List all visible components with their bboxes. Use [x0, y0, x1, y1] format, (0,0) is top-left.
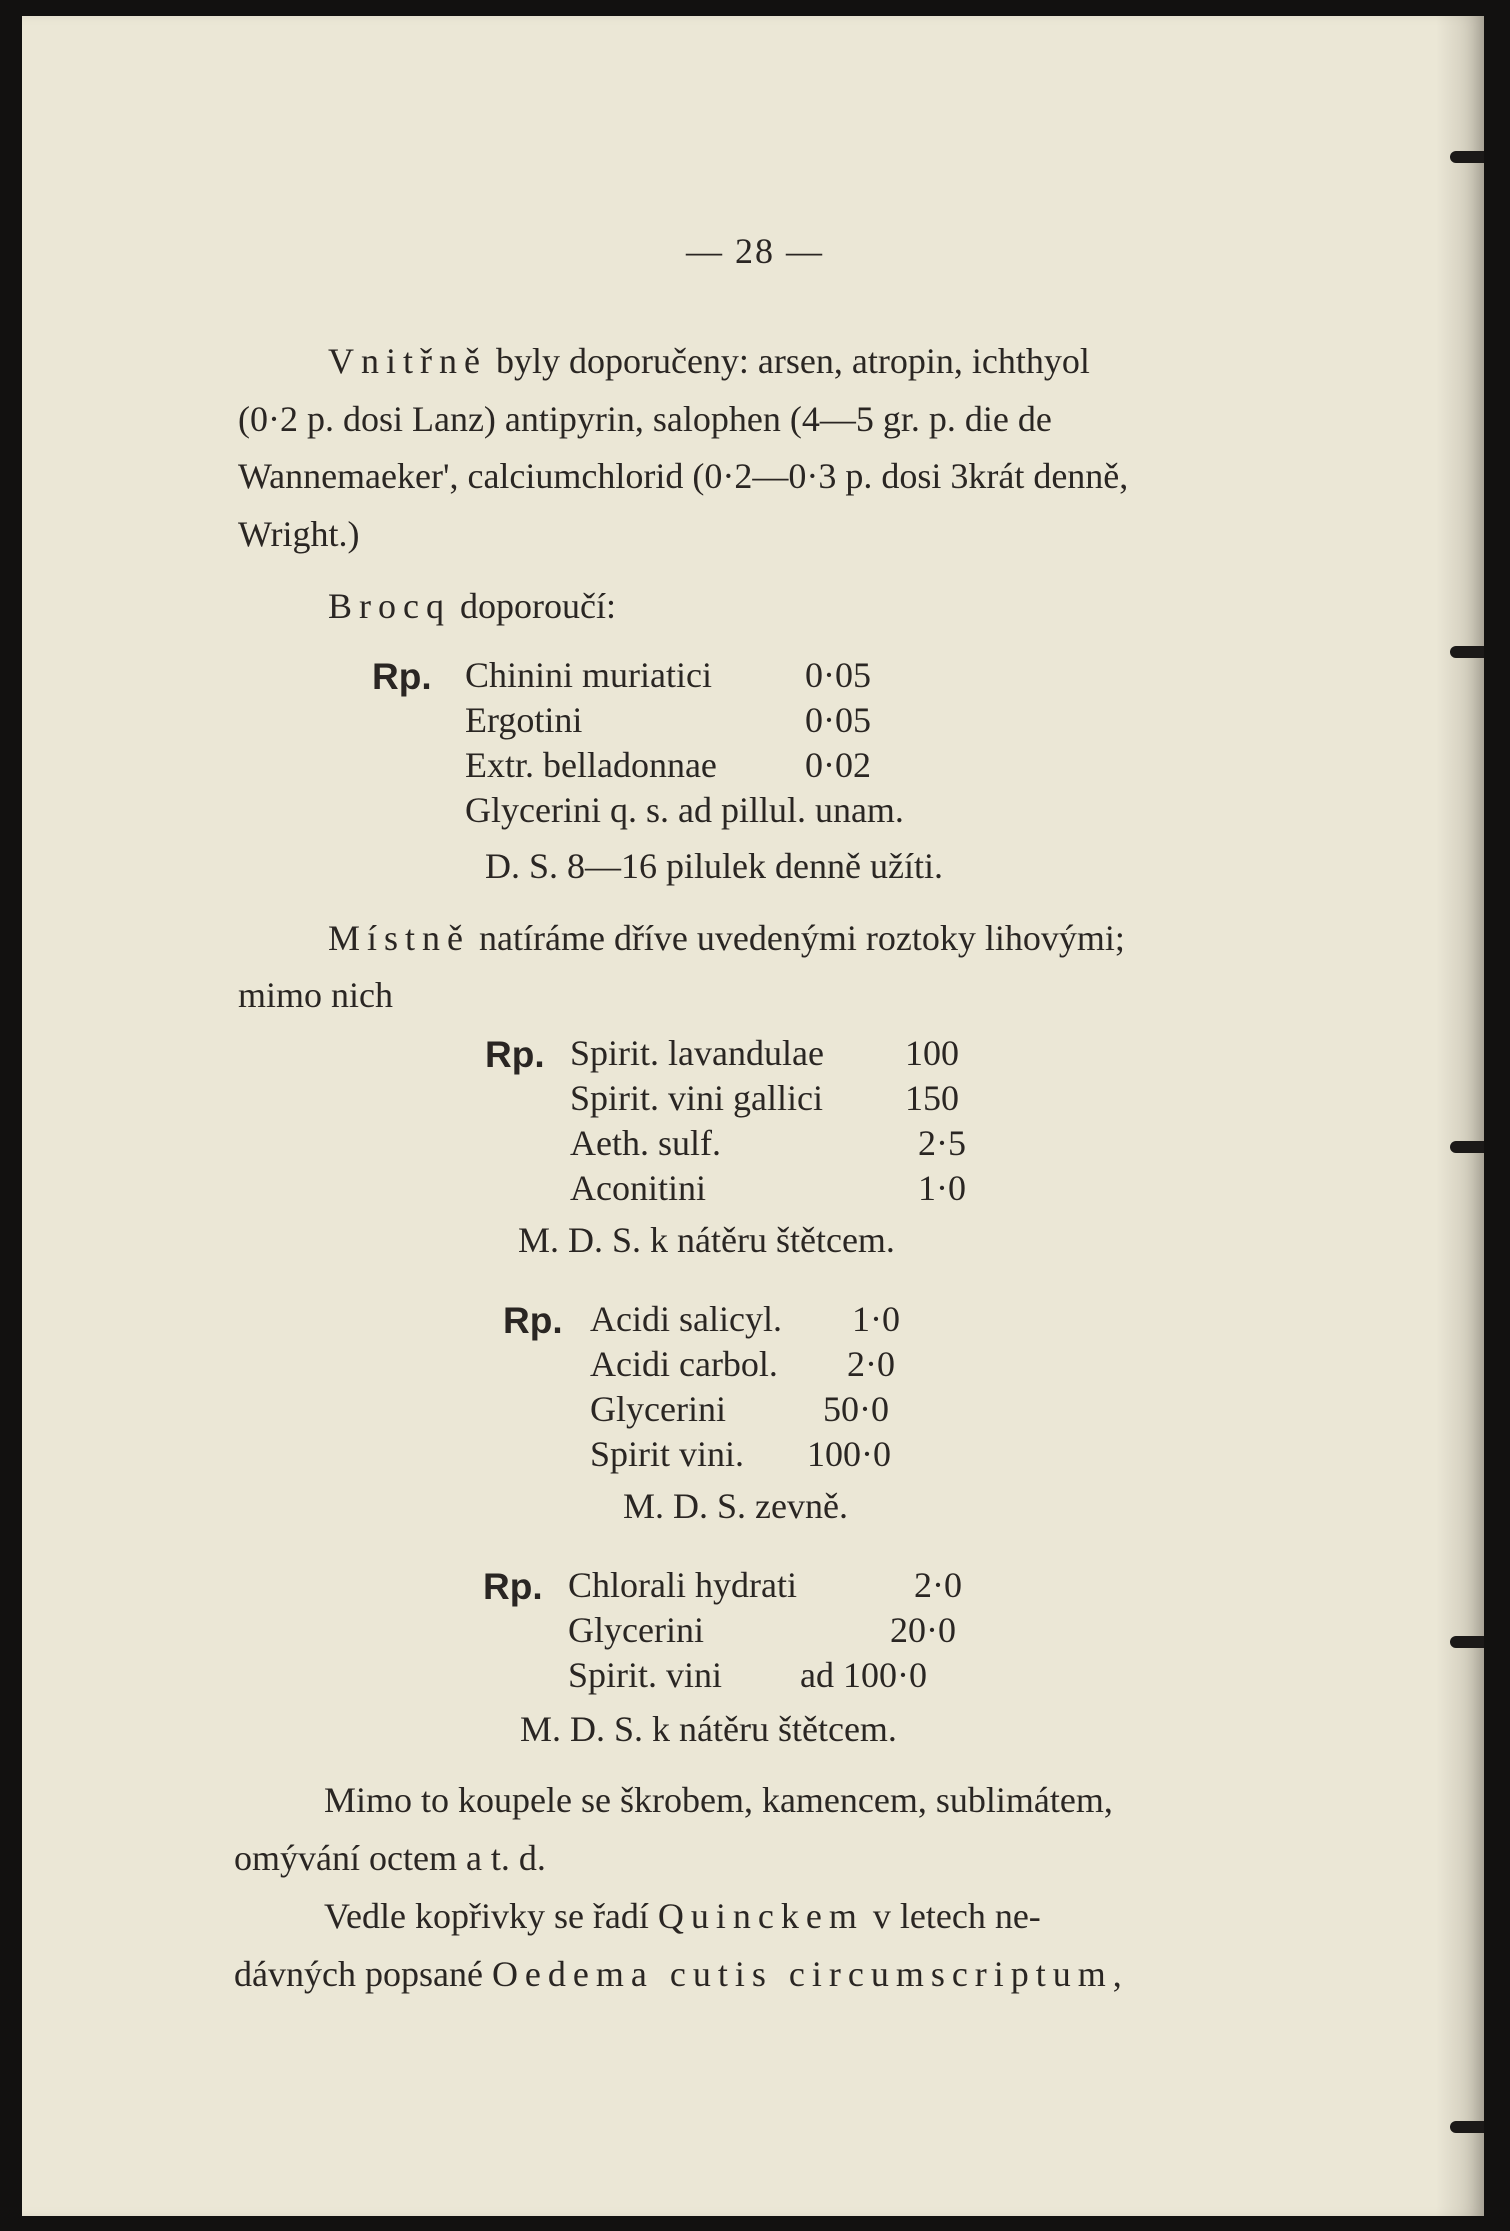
intro-lead: Vnitřně: [328, 341, 487, 381]
recipe3-item-name: Acidi salicyl.: [590, 1299, 782, 1339]
recipe3-item-dose: 2·0: [847, 1344, 895, 1384]
closing-line-3a: Vedle kopřivky se řadí: [324, 1896, 658, 1936]
recipe4-signa: M. D. S. k nátěru štětcem.: [520, 1709, 897, 1749]
mistne-lead: Místně: [328, 918, 471, 958]
recipe1-item-dose: 0·02: [805, 745, 871, 785]
recipe4-item-dose: 20·0: [890, 1610, 956, 1650]
closing-line-1: Mimo to koupele se škrobem, kamencem, sublimátem,: [324, 1780, 1113, 1820]
recipe3-item-name: Spirit vini.: [590, 1434, 745, 1474]
closing-line-3b: v letech ne-: [863, 1896, 1041, 1936]
closing-line-3: [324, 1898, 1041, 1934]
recipe2-signa: M. D. S. k nátěru štětcem.: [518, 1220, 895, 1260]
intro-line-1: [328, 343, 1090, 379]
recipe3-item-dose: 1·0: [852, 1299, 900, 1339]
closing-line-2: omývání octem a t. d.: [234, 1838, 546, 1878]
recipe3-signa: M. D. S. zevně.: [623, 1486, 848, 1526]
recipe1-item-dose: 0·05: [805, 700, 871, 740]
closing-line-4a: dávných popsané: [234, 1954, 492, 1994]
recipe1-item-name: Ergotini: [465, 700, 583, 740]
mistne-line-2: mimo nich: [238, 975, 393, 1015]
oedema-term: Oedema cutis circumscriptum,: [491, 1954, 1129, 1994]
recipe3-item-name: Glycerini: [590, 1389, 726, 1429]
mistne-line-1-rest: natíráme dříve uvedenými roztoky lihovými;: [470, 918, 1125, 958]
recipe1-item-name: Chinini muriatici: [465, 655, 712, 695]
recipe4-item-dose: 2·0: [914, 1565, 962, 1605]
recipe2-item-name: Aeth. sulf.: [570, 1123, 721, 1163]
recipe2-item-dose: 100: [905, 1033, 959, 1073]
page-edge-shadow: [1436, 16, 1484, 2216]
recipe3-rp: Rp.: [503, 1300, 563, 1341]
recipe3-item-name: Acidi carbol.: [590, 1344, 778, 1384]
recipe1-item-name: Extr. belladonnae: [465, 745, 717, 785]
closing-line-4: [234, 1956, 1129, 1992]
recipe4-item-name: Glycerini: [568, 1610, 704, 1650]
edge-mark: [1450, 646, 1484, 658]
recipe2-item-dose: 150: [905, 1078, 959, 1118]
recipe4-item-name: Spirit. vini: [568, 1655, 723, 1695]
recipe4-item-dose: ad 100·0: [800, 1655, 927, 1695]
recipe4-item-name: Chlorali hydrati: [568, 1565, 797, 1605]
page-number: — 28 —: [686, 231, 824, 271]
recipe3-item-dose: 50·0: [823, 1389, 889, 1429]
recipe2-item-name: Spirit. lavandulae: [570, 1033, 824, 1073]
intro-line-4: Wright.): [238, 514, 360, 554]
recipe2-rp: Rp.: [485, 1034, 545, 1075]
intro-line-1-rest: byly doporučeny: arsen, atropin, ichthyol: [486, 341, 1090, 381]
recipe2-item-dose: 2·5: [918, 1123, 966, 1163]
quincke-name: Quinckem: [657, 1896, 864, 1936]
intro-line-2: (0·2 p. dosi Lanz) antipyrin, salophen (4—5 gr. p. die de: [238, 399, 1052, 439]
recipe1-rp: Rp.: [372, 656, 432, 697]
brocq-name: Brocq: [328, 586, 451, 626]
mistne-line-1: [328, 920, 1125, 956]
recipe4-rp: Rp.: [483, 1566, 543, 1607]
brocq-rest: doporoučí:: [450, 586, 616, 626]
edge-mark: [1450, 1636, 1484, 1648]
recipe1-signa: D. S. 8—16 pilulek denně užíti.: [485, 846, 943, 886]
recipe3-item-dose: 100·0: [807, 1434, 891, 1474]
edge-mark: [1450, 2121, 1484, 2133]
edge-mark: [1450, 1141, 1484, 1153]
recipe1-item-dose: 0·05: [805, 655, 871, 695]
recipe1-line-4: Glycerini q. s. ad pillul. unam.: [465, 790, 904, 830]
recipe2-item-name: Spirit. vini gallici: [570, 1078, 823, 1118]
edge-mark: [1450, 151, 1484, 163]
brocq-line: [328, 588, 616, 624]
recipe2-item-name: Aconitini: [570, 1168, 706, 1208]
recipe2-item-dose: 1·0: [918, 1168, 966, 1208]
intro-line-3: Wannemaeker', calciumchlorid (0·2—0·3 p. dosi 3krát denně,: [238, 456, 1129, 496]
